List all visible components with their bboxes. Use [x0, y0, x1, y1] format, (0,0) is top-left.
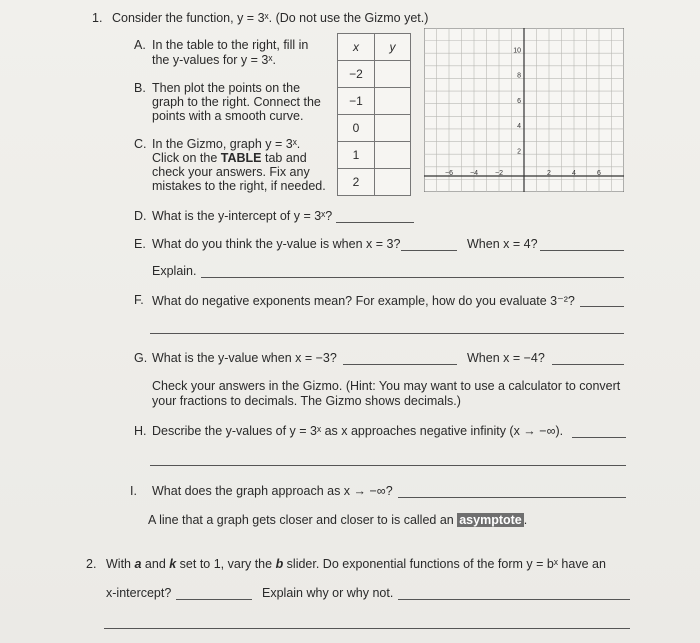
q1a-letter: A.	[134, 38, 146, 52]
q1e-text2: When x = 4?	[467, 237, 538, 251]
table-x-cell: 0	[338, 115, 375, 142]
q1h-answer-line-2[interactable]	[150, 465, 626, 466]
table-y-cell[interactable]	[375, 169, 411, 196]
x-tick-label: 4	[572, 170, 576, 177]
q2-line2: x-intercept?	[106, 586, 172, 600]
q2-line1: With a and k set to 1, vary the b slider. Do exponential functions of the form y = bˣ have an	[106, 557, 606, 571]
x-tick-label: −2	[495, 170, 503, 177]
q1i-text: What does the graph approach as x → −∞?	[152, 484, 393, 498]
q1b-line1: Then plot the points on the	[152, 81, 301, 95]
q1c-line3: check your answers. Fix any	[152, 165, 310, 179]
q1d-letter: D.	[134, 209, 147, 223]
x-tick-label: 6	[597, 170, 601, 177]
q1d-answer-line[interactable]	[336, 222, 414, 223]
x-tick-label: −4	[470, 170, 478, 177]
q1g-answer-line-xm4[interactable]	[552, 364, 624, 365]
q1g-check2: your fractions to decimals. The Gizmo shows decimals.)	[152, 394, 461, 408]
q1a-line1: In the table to the right, fill in	[152, 38, 309, 52]
q1h-letter: H.	[134, 424, 147, 438]
q1c-line2: Click on the TABLE tab and	[152, 151, 307, 165]
table-y-cell[interactable]	[375, 61, 411, 88]
coordinate-grid[interactable]	[424, 28, 624, 192]
q1g-letter: G.	[134, 351, 148, 365]
table-x-cell: −2	[338, 61, 375, 88]
y-tick-label: 2	[517, 148, 521, 156]
q1f-letter: F.	[134, 293, 144, 307]
q1a-line2: the y-values for y = 3ˣ.	[152, 53, 276, 67]
table-x-cell: 1	[338, 142, 375, 169]
q1d-text: What is the y-intercept of y = 3ˣ?	[152, 209, 333, 223]
table-x-cell: 2	[338, 169, 375, 196]
q1e-answer-line-x4[interactable]	[540, 250, 624, 251]
q1g-text2: When x = −4?	[467, 351, 545, 365]
y-tick-label: 8	[517, 72, 521, 80]
q2-explain: Explain why or why not.	[262, 586, 394, 600]
q1h-text: Describe the y-values of y = 3ˣ as x approaches negative infinity (x → −∞).	[152, 424, 564, 438]
table-y-cell[interactable]	[375, 115, 411, 142]
q1e-explain-line[interactable]	[201, 277, 624, 278]
asymptote-term: asymptote	[459, 513, 522, 527]
q1f-answer-line-2[interactable]	[150, 333, 624, 334]
q2-explain-line[interactable]	[398, 599, 630, 600]
q2-explain-line-2[interactable]	[104, 628, 630, 629]
q1g-check1: Check your answers in the Gizmo. (Hint: You may want to use a calculator to convert	[152, 379, 621, 393]
q1g-answer-line-xm3[interactable]	[343, 364, 457, 365]
q1f-answer-line[interactable]	[580, 306, 624, 307]
q1c-line4: mistakes to the right, if needed.	[152, 179, 326, 193]
x-tick-label: 2	[547, 170, 551, 177]
q1i-answer-line[interactable]	[398, 497, 626, 498]
asymptote-note: A line that a graph gets closer and closer to is called an asymptote .	[148, 513, 528, 527]
x-tick-label: −6	[445, 170, 453, 177]
q1g-text: What is the y-value when x = −3?	[152, 351, 337, 365]
q1b-letter: B.	[134, 81, 146, 95]
q1h-answer-line[interactable]	[572, 437, 626, 438]
y-tick-label: 4	[517, 123, 521, 131]
table-x-cell: −1	[338, 88, 375, 115]
table-y-cell[interactable]	[375, 142, 411, 169]
table-header-y: y	[375, 34, 411, 61]
y-tick-label: 6	[517, 97, 521, 105]
q1e-explain: Explain.	[152, 264, 197, 278]
q1i-letter: I.	[130, 484, 137, 498]
q1c-letter: C.	[134, 137, 147, 151]
table-y-cell[interactable]	[375, 88, 411, 115]
q1c-line1: In the Gizmo, graph y = 3ˣ.	[152, 137, 301, 151]
q1b-line2: graph to the right. Connect the	[152, 95, 321, 109]
q1e-letter: E.	[134, 237, 146, 251]
q1f-text: What do negative exponents mean? For example, how do you evaluate 3⁻²?	[152, 294, 575, 308]
q2-answer-line[interactable]	[176, 599, 252, 600]
q1b-line3: points with a smooth curve.	[152, 109, 304, 123]
q1-intro: Consider the function, y = 3ˣ. (Do not use the Gizmo yet.)	[112, 11, 429, 25]
table-header-x: x	[338, 34, 375, 61]
q1e-answer-line-x3[interactable]	[401, 250, 457, 251]
q2-number: 2.	[86, 557, 97, 571]
y-tick-label: 10	[513, 47, 521, 55]
q1-number: 1.	[92, 11, 103, 25]
xy-table	[337, 33, 411, 196]
q1e-text: What do you think the y-value is when x = 3?	[152, 237, 401, 251]
table-tab-label: TABLE	[220, 151, 262, 165]
